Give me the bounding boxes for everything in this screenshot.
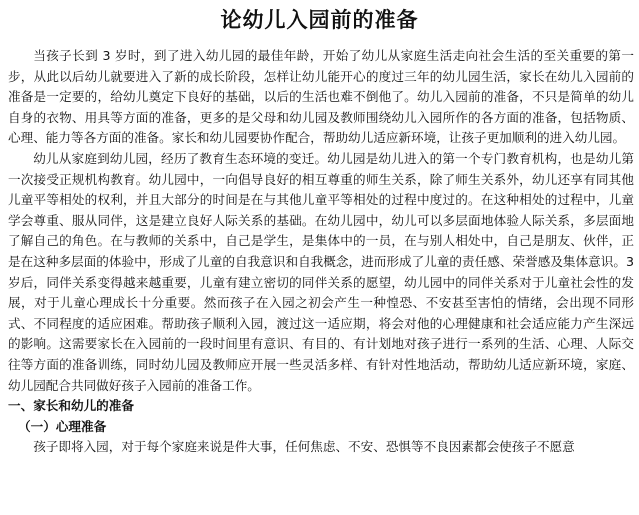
section-heading: 一、家长和幼儿的准备	[8, 398, 134, 414]
paragraph-3: 孩子即将入园，对于每个家庭来说是件大事，任何焦虑、不安、恐惧等不良因素都会使孩子不愿意	[33, 439, 575, 455]
paragraph-2: 幼儿从家庭到幼儿园，经历了教育生态环境的变迁。幼儿园是幼儿进入的第一个专门教育机构，也是幼儿第一次接受正规机构教育。幼儿园中，一向倡导良好的相互尊重的师生关系，除了师生关系外，幼儿还享有同其他儿童平等相处的权利，并且大部分的时间是在与其他儿童平等相处的过程中度过的。在这种相处的过程中，儿童学会尊重、服从同伴，这是建立良好人际关系的基础。在幼儿园中，幼儿可以多层面地体验人际关系，多层面地了解自己的角色。在与教师的关系中，自己是学生，是集体中的一员，在与别人相处中，自己是朋友、伙伴，正是在这种多层面的体验中，形成了儿童的自我意识和自我概念，进而形成了儿童的责任感、荣誉感及集体意识。3 岁后，同伴关系变得越来越重要，儿童有建立密切的同伴关系的愿望，幼儿园中的同伴关系对于儿童社会性的发展，对于儿童心理成长十分重要。然而孩子在入园之初会产生一种惶恐、不安甚至害怕的情绪，会出现不同形式、不同程度的适应困难。帮助孩子顺利入园，渡过这一适应期，将会对他的心理健康和社会适应能力产生深远的影响。这需要家长在入园前的一段时间里有意识、有目的、有计划地对孩子进行一系列的生活、心理、人际交往等方面的准备训练，同时幼儿园及教师应开展一些灵活多样、有针对性地活动，帮助幼儿适应新环境，家庭、幼儿园配合共同做好孩子入园前的准备工作。	[8, 150, 634, 393]
subsection-heading: （一）心理准备	[18, 418, 107, 434]
paragraph-1: 当孩子长到 3 岁时，到了进入幼儿园的最佳年龄，开始了幼儿从家庭生活走向社会生活的至关重要的第一步，从此以后幼儿就要进入了新的成长阶段，怎样让幼儿能开心的度过三年的幼儿园生活，家长在幼儿入园前的准备是一定要的，给幼儿奠定下良好的基础，以后的生活也难不倒他了。幼儿入园前的准备，不只是简单的幼儿自身的衣物、用具等方面的准备，更多的是父母和幼儿园及教师围绕幼儿入园所作的各方面的准备，包括物质、心理、能力等各方面的准备。家长和幼儿园要协作配合，帮助幼儿适应新环境，让孩子更加顺利的进入幼儿园。	[8, 48, 634, 146]
document-body	[8, 46, 634, 458]
document-title: 论幼儿入园前的准备	[220, 7, 419, 32]
